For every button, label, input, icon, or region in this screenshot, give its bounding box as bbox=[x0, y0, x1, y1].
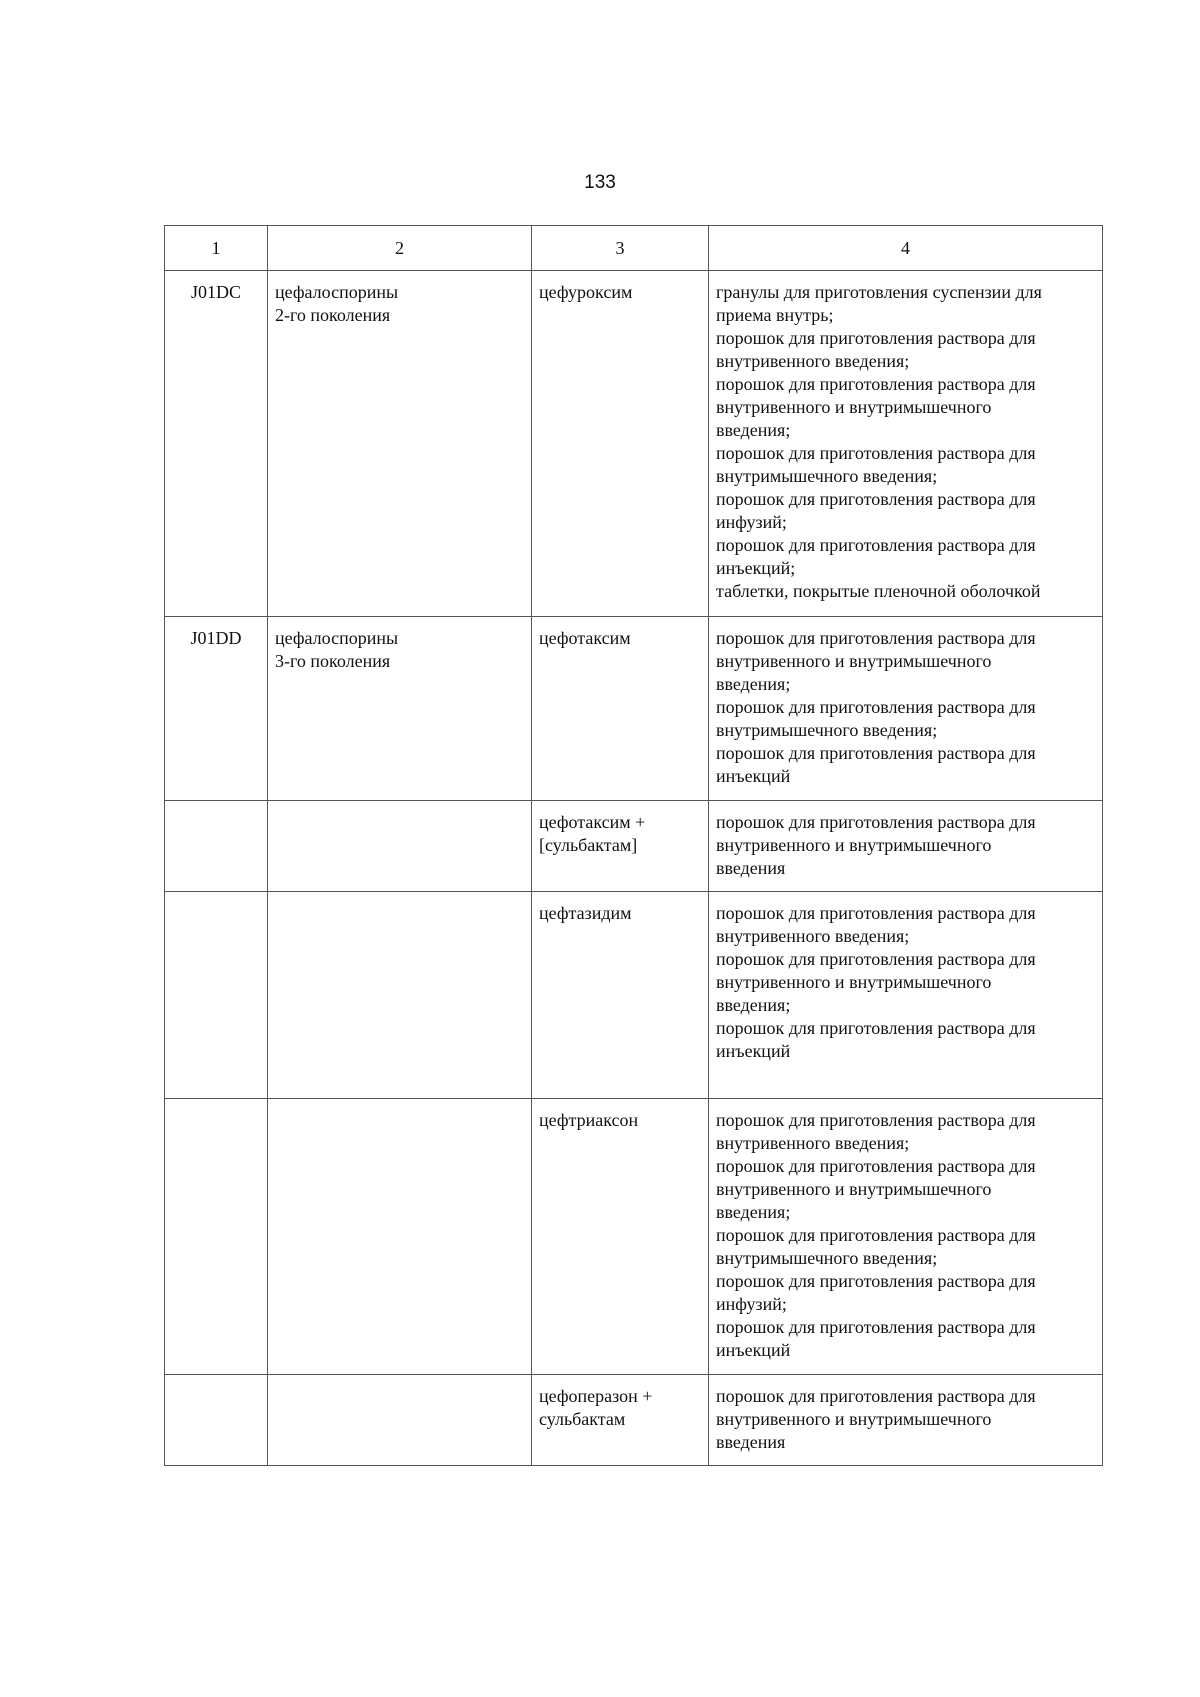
dosage-forms-cell-line: порошок для приготовления раствора для bbox=[716, 328, 1036, 348]
dosage-forms-cell-line: порошок для приготовления раствора для bbox=[716, 628, 1036, 648]
drug-table bbox=[164, 225, 1103, 1466]
dosage-forms-cell-line: порошок для приготовления раствора для bbox=[716, 535, 1036, 555]
dosage-forms-cell-line: инъекций bbox=[716, 1041, 791, 1061]
dosage-forms-cell-line: внутривенного введения; bbox=[716, 1133, 910, 1153]
dosage-forms-cell-line: внутривенного и внутримышечного bbox=[716, 835, 992, 855]
group-cell bbox=[268, 1099, 532, 1375]
dosage-forms-cell-line: порошок для приготовления раствора для bbox=[716, 1225, 1036, 1245]
drug-name-cell-line: цефтазидим bbox=[539, 903, 632, 923]
dosage-forms-cell-line: гранулы для приготовления суспензии для bbox=[716, 282, 1042, 302]
drug-name-cell-line: цефотаксим bbox=[539, 628, 631, 648]
table-row bbox=[165, 801, 1103, 892]
dosage-forms-cell-line: внутривенного введения; bbox=[716, 926, 910, 946]
atc-code-cell bbox=[165, 892, 268, 1099]
atc-code-cell: J01DC bbox=[165, 271, 268, 617]
dosage-forms-cell-line: порошок для приготовления раствора для bbox=[716, 1386, 1036, 1406]
drug-name-cell bbox=[532, 1099, 709, 1375]
dosage-forms-cell-line: порошок для приготовления раствора для bbox=[716, 1156, 1036, 1176]
dosage-forms-cell bbox=[709, 617, 1103, 801]
group-cell-line: 2-го поколения bbox=[275, 305, 391, 325]
dosage-forms-cell-line: таблетки, покрытые пленочной оболочкой bbox=[716, 581, 1041, 601]
dosage-forms-cell-line: введения bbox=[716, 1432, 786, 1452]
dosage-forms-cell-line: порошок для приготовления раствора для bbox=[716, 1018, 1036, 1038]
column-header-1: 1 bbox=[165, 226, 268, 271]
dosage-forms-cell-line: внутривенного и внутримышечного bbox=[716, 1409, 992, 1429]
column-header-4: 4 bbox=[709, 226, 1103, 271]
dosage-forms-cell-line: введения; bbox=[716, 674, 791, 694]
dosage-forms-cell-line: введения bbox=[716, 858, 786, 878]
dosage-forms-cell-line: внутривенного введения; bbox=[716, 351, 910, 371]
table-header-row bbox=[165, 226, 1103, 271]
drug-name-cell-line: [сульбактам] bbox=[539, 835, 638, 855]
drug-name-cell-line: цефоперазон + bbox=[539, 1386, 653, 1406]
drug-name-cell bbox=[532, 271, 709, 617]
dosage-forms-cell bbox=[709, 801, 1103, 892]
dosage-forms-cell-line: внутривенного и внутримышечного bbox=[716, 1179, 992, 1199]
group-cell bbox=[268, 617, 532, 801]
page-number: 133 bbox=[584, 172, 616, 193]
dosage-forms-cell bbox=[709, 1099, 1103, 1375]
dosage-forms-cell-line: инфузий; bbox=[716, 512, 787, 532]
drug-name-cell bbox=[532, 617, 709, 801]
atc-code-cell bbox=[165, 801, 268, 892]
table-row bbox=[165, 617, 1103, 801]
drug-name-cell-line: сульбактам bbox=[539, 1409, 626, 1429]
drug-name-cell-line: цефтриаксон bbox=[539, 1110, 639, 1130]
dosage-forms-cell-line: внутримышечного введения; bbox=[716, 1248, 938, 1268]
drug-name-cell-line: цефотаксим + bbox=[539, 812, 646, 832]
table-row bbox=[165, 1099, 1103, 1375]
dosage-forms-cell bbox=[709, 892, 1103, 1099]
group-cell bbox=[268, 271, 532, 617]
dosage-forms-cell-line: приема внутрь; bbox=[716, 305, 834, 325]
dosage-forms-cell-line: внутримышечного введения; bbox=[716, 466, 938, 486]
drug-name-cell bbox=[532, 892, 709, 1099]
dosage-forms-cell-line: порошок для приготовления раствора для bbox=[716, 489, 1036, 509]
group-cell-line: 3-го поколения bbox=[275, 651, 391, 671]
group-cell bbox=[268, 1375, 532, 1466]
table-row bbox=[165, 892, 1103, 1099]
dosage-forms-cell bbox=[709, 1375, 1103, 1466]
group-cell bbox=[268, 892, 532, 1099]
group-cell-line: цефалоспорины bbox=[275, 282, 399, 302]
dosage-forms-cell-line: внутривенного и внутримышечного bbox=[716, 397, 992, 417]
dosage-forms-cell bbox=[709, 271, 1103, 617]
dosage-forms-cell-line: порошок для приготовления раствора для bbox=[716, 374, 1036, 394]
dosage-forms-cell-line: инъекций bbox=[716, 766, 791, 786]
dosage-forms-cell-line: порошок для приготовления раствора для bbox=[716, 812, 1036, 832]
atc-code-cell bbox=[165, 1375, 268, 1466]
atc-code-cell bbox=[165, 1099, 268, 1375]
dosage-forms-cell-line: порошок для приготовления раствора для bbox=[716, 1271, 1036, 1291]
group-cell bbox=[268, 801, 532, 892]
dosage-forms-cell-line: введения; bbox=[716, 420, 791, 440]
dosage-forms-cell-line: внутривенного и внутримышечного bbox=[716, 651, 992, 671]
table-row bbox=[165, 1375, 1103, 1466]
column-header-3: 3 bbox=[532, 226, 709, 271]
dosage-forms-cell-line: порошок для приготовления раствора для bbox=[716, 697, 1036, 717]
dosage-forms-cell-line: внутривенного и внутримышечного bbox=[716, 972, 992, 992]
dosage-forms-cell-line: порошок для приготовления раствора для bbox=[716, 903, 1036, 923]
dosage-forms-cell-line: порошок для приготовления раствора для bbox=[716, 743, 1036, 763]
dosage-forms-cell-line: введения; bbox=[716, 995, 791, 1015]
column-header-2: 2 bbox=[268, 226, 532, 271]
dosage-forms-cell-line: порошок для приготовления раствора для bbox=[716, 949, 1036, 969]
drug-name-cell bbox=[532, 801, 709, 892]
drug-name-cell bbox=[532, 1375, 709, 1466]
dosage-forms-cell-line: инъекций; bbox=[716, 558, 796, 578]
table-row bbox=[165, 271, 1103, 617]
dosage-forms-cell-line: порошок для приготовления раствора для bbox=[716, 1317, 1036, 1337]
atc-code-cell: J01DD bbox=[165, 617, 268, 801]
drug-name-cell-line: цефуроксим bbox=[539, 282, 633, 302]
dosage-forms-cell-line: порошок для приготовления раствора для bbox=[716, 443, 1036, 463]
group-cell-line: цефалоспорины bbox=[275, 628, 399, 648]
dosage-forms-cell-line: введения; bbox=[716, 1202, 791, 1222]
dosage-forms-cell-line: порошок для приготовления раствора для bbox=[716, 1110, 1036, 1130]
dosage-forms-cell-line: внутримышечного введения; bbox=[716, 720, 938, 740]
dosage-forms-cell-line: инфузий; bbox=[716, 1294, 787, 1314]
dosage-forms-cell-line: инъекций bbox=[716, 1340, 791, 1360]
